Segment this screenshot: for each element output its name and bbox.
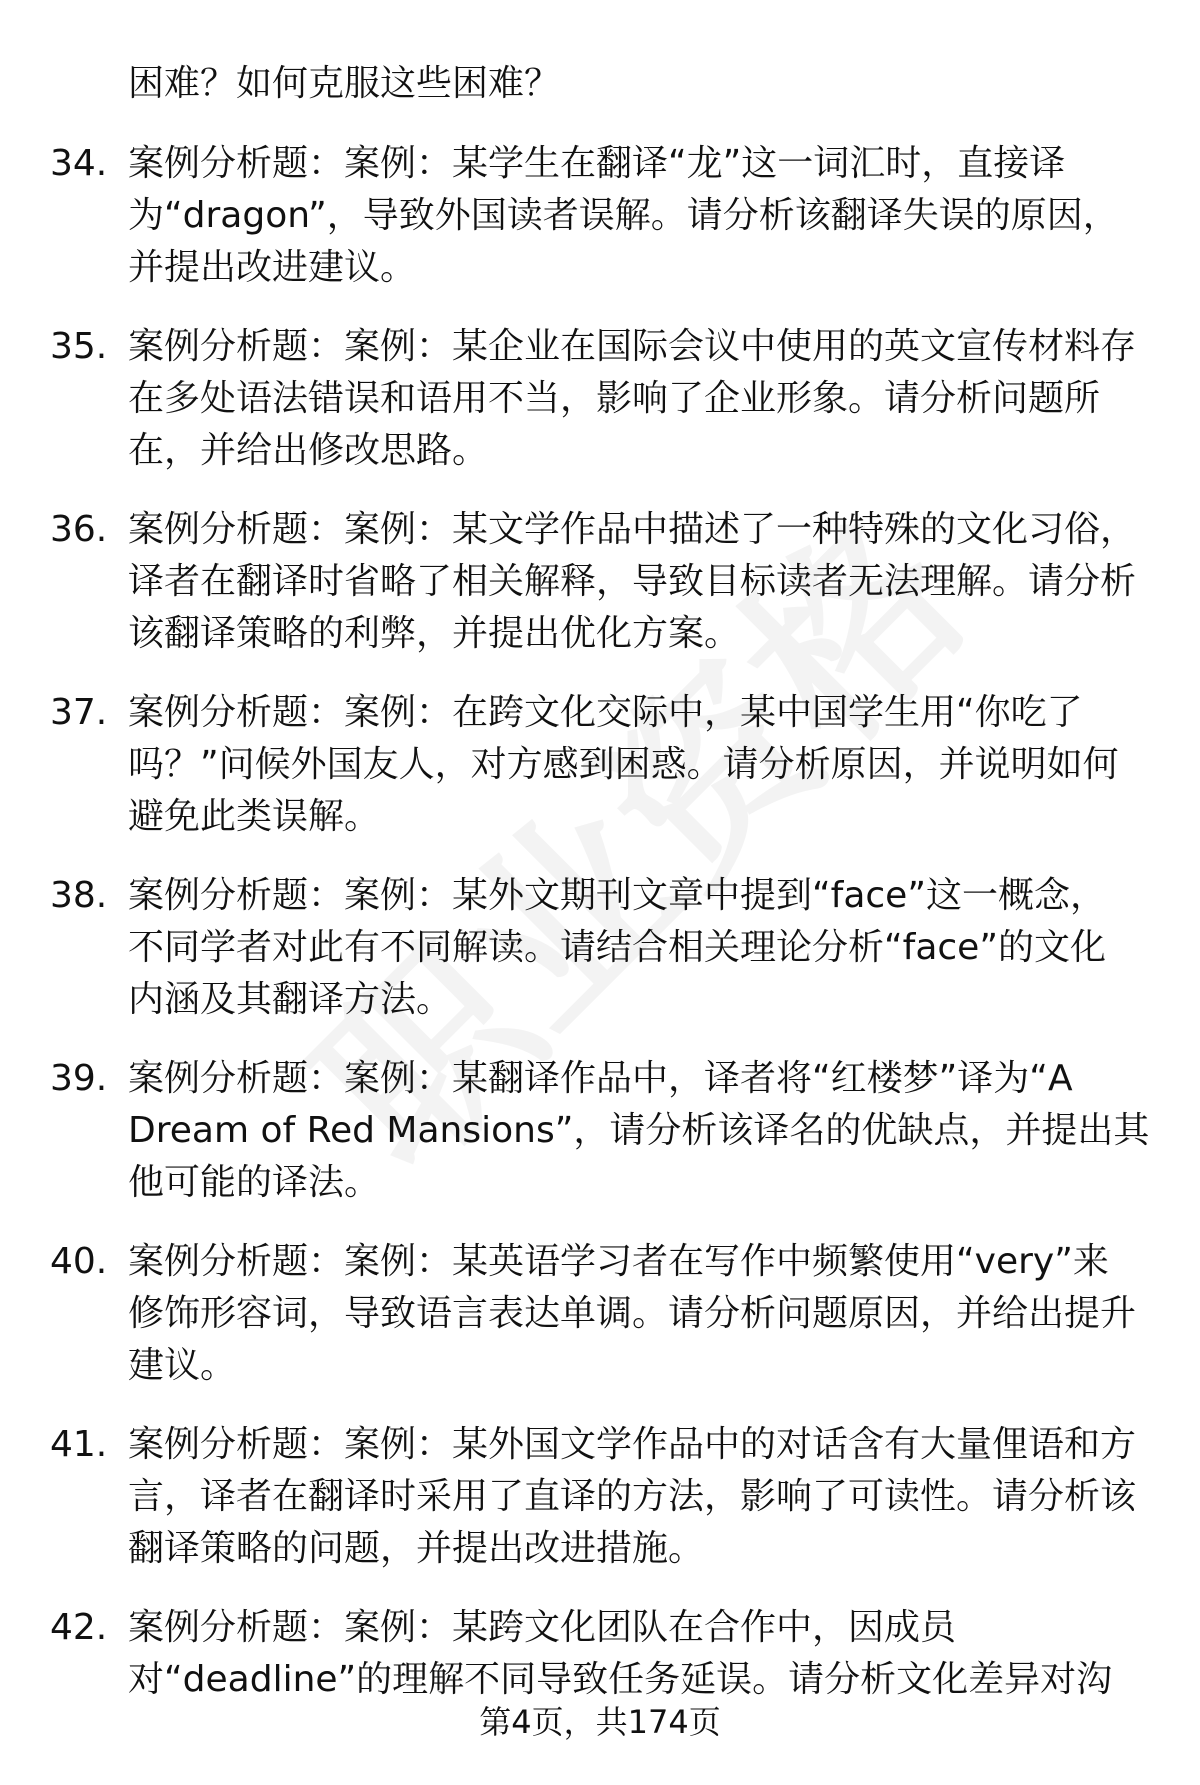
question-item xyxy=(0,1053,1200,1236)
question-line: 翻译策略的问题，并提出改进措施。 xyxy=(128,1528,705,1569)
question-text xyxy=(128,687,1168,843)
question-line: 案例分析题：案例：某英语学习者在写作中频繁使用“very”来 xyxy=(128,1241,1109,1282)
page-footer: 第4页，共174页 xyxy=(479,1703,721,1741)
question-line: 建议。 xyxy=(128,1345,237,1386)
question-number: 41. xyxy=(50,1424,108,1465)
question-number: 42. xyxy=(50,1607,108,1648)
question-line: 案例分析题：案例：某学生在翻译“龙”这一词汇时，直接译 xyxy=(128,143,1066,184)
question-line: 案例分析题：案例：某翻译作品中，译者将“红楼梦”译为“A xyxy=(128,1058,1073,1099)
question-line: 为“dragon”，导致外国读者误解。请分析该翻译失误的原因， xyxy=(128,195,1119,236)
question-line: 避免此类误解。 xyxy=(128,796,381,837)
question-line: 案例分析题：案例：某企业在国际会议中使用的英文宣传材料存 xyxy=(128,326,1137,367)
question-text xyxy=(128,138,1168,294)
question-text xyxy=(128,1053,1168,1209)
question-line: 案例分析题：案例：某跨文化团队在合作中，因成员 xyxy=(128,1607,957,1648)
question-line: 该翻译策略的利弊，并提出优化方案。 xyxy=(128,613,741,654)
question-line: 在多处语法错误和语用不当，影响了企业形象。请分析问题所 xyxy=(128,378,1101,419)
question-item xyxy=(0,687,1200,870)
question-continuation: 困难？如何克服这些困难？ xyxy=(128,63,561,104)
question-item xyxy=(0,321,1200,504)
question-line: 吗？”问候外国友人，对方感到困惑。请分析原因，并说明如何 xyxy=(128,744,1119,785)
question-item xyxy=(0,870,1200,1053)
question-line: 不同学者对此有不同解读。请结合相关理论分析“face”的文化 xyxy=(128,927,1106,968)
question-text xyxy=(128,1602,1168,1706)
question-line: 内涵及其翻译方法。 xyxy=(128,979,453,1020)
question-line: 案例分析题：案例：某外国文学作品中的对话含有大量俚语和方 xyxy=(128,1424,1137,1465)
question-number: 39. xyxy=(50,1058,108,1099)
question-line: 案例分析题：案例：某外文期刊文章中提到“face”这一概念， xyxy=(128,875,1106,916)
question-number: 37. xyxy=(50,692,108,733)
question-line: 案例分析题：案例：在跨文化交际中，某中国学生用“你吃了 xyxy=(128,692,1083,733)
question-item xyxy=(0,504,1200,687)
question-number: 38. xyxy=(50,875,108,916)
question-line: 言，译者在翻译时采用了直译的方法，影响了可读性。请分析该 xyxy=(128,1476,1137,1517)
question-item xyxy=(0,1236,1200,1419)
question-number: 36. xyxy=(50,509,108,550)
question-line: 修饰形容词，导致语言表达单调。请分析问题原因，并给出提升 xyxy=(128,1293,1137,1334)
question-text xyxy=(128,1419,1168,1575)
question-item xyxy=(0,1602,1200,1785)
question-text xyxy=(128,321,1168,477)
question-list xyxy=(0,138,1200,1785)
question-number: 40. xyxy=(50,1241,108,1282)
question-text xyxy=(128,870,1168,1026)
question-text xyxy=(128,504,1168,660)
question-number: 35. xyxy=(50,326,108,367)
question-line: 译者在翻译时省略了相关解释，导致目标读者无法理解。请分析 xyxy=(128,561,1137,602)
question-line: 对“deadline”的理解不同导致任务延误。请分析文化差异对沟 xyxy=(128,1659,1113,1700)
question-item xyxy=(0,138,1200,321)
question-text xyxy=(128,1236,1168,1392)
question-line: Dream of Red Mansions”，请分析该译名的优缺点，并提出其 xyxy=(128,1110,1150,1151)
question-item xyxy=(0,1419,1200,1602)
question-line: 并提出改进建议。 xyxy=(128,247,417,288)
question-number: 34. xyxy=(50,143,108,184)
question-line: 在，并给出修改思路。 xyxy=(128,430,489,471)
question-line: 案例分析题：案例：某文学作品中描述了一种特殊的文化习俗， xyxy=(128,509,1137,550)
question-line: 他可能的译法。 xyxy=(128,1162,381,1203)
